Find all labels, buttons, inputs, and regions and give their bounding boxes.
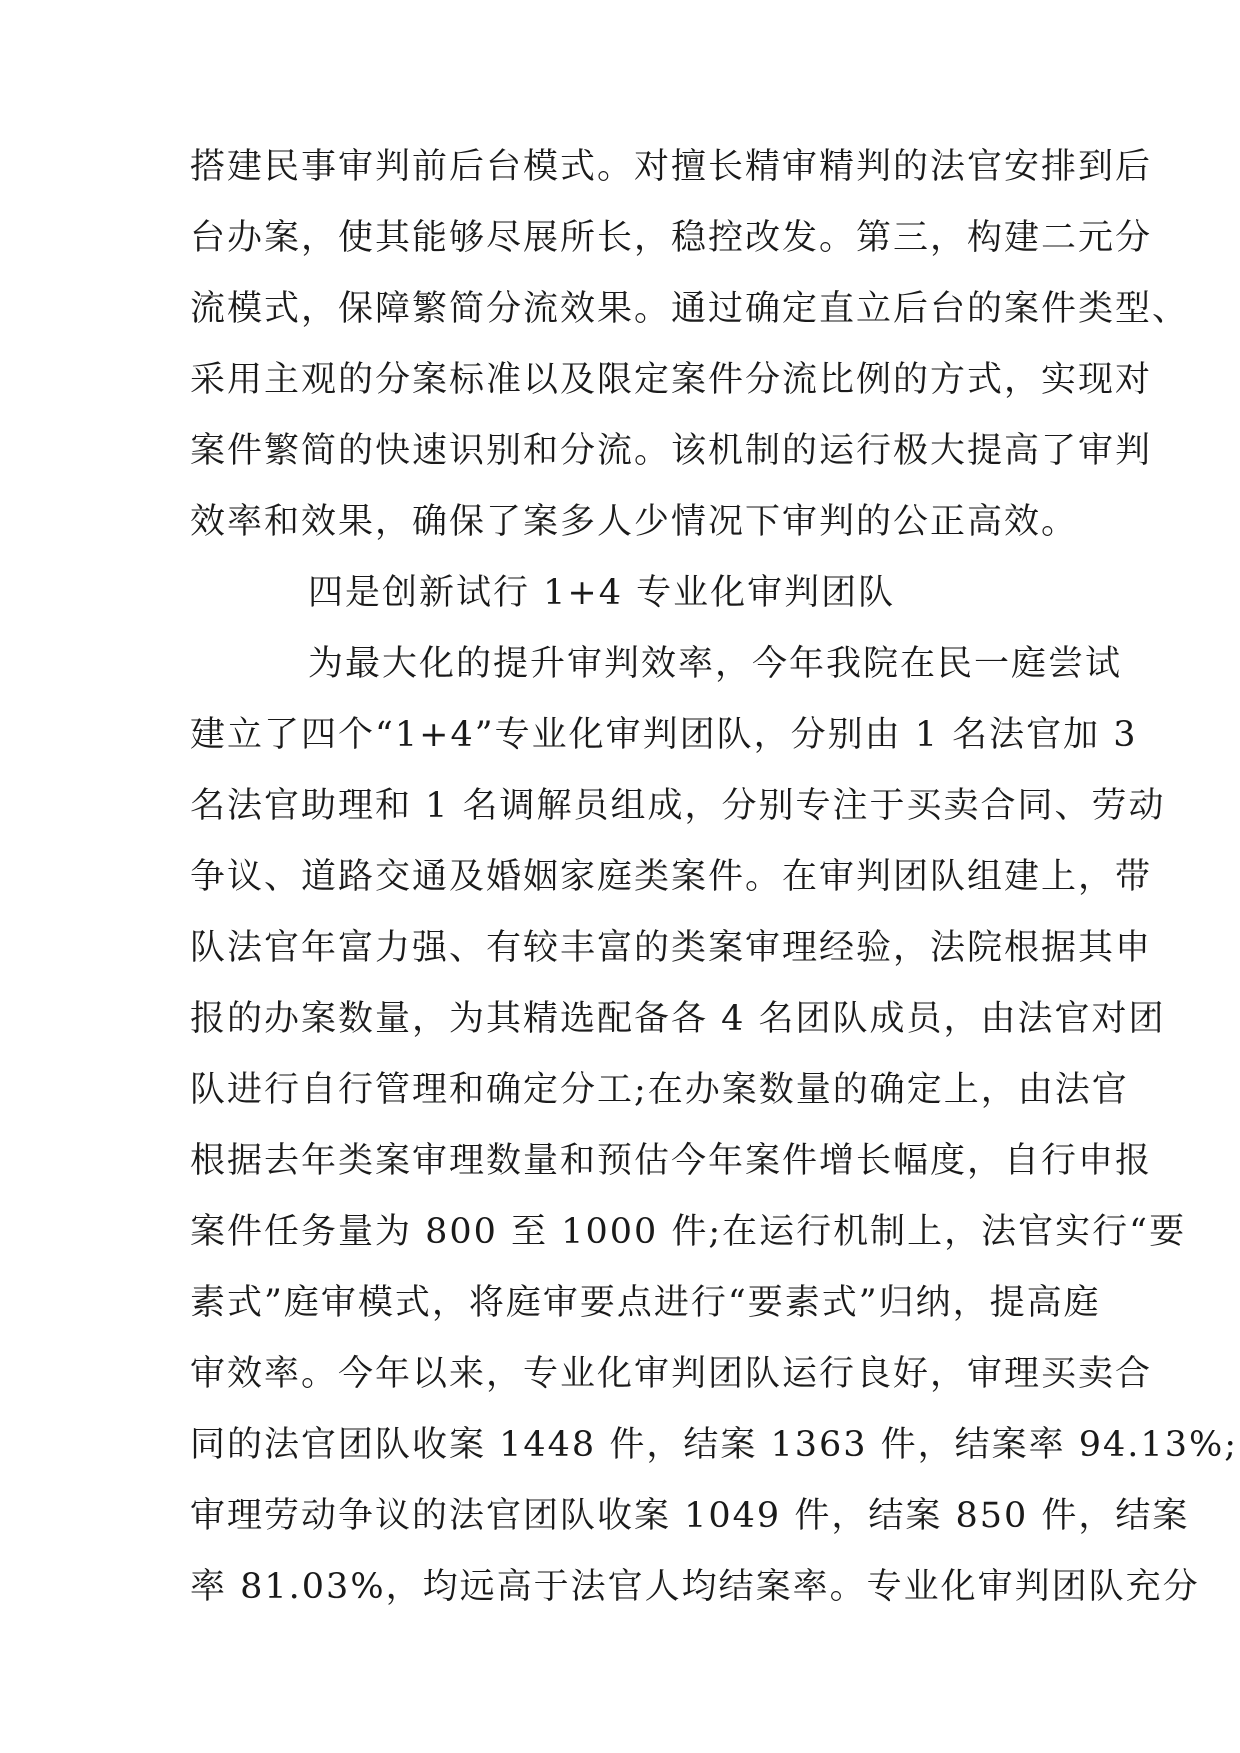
paragraph-line: 根据去年类案审理数量和预估今年案件增长幅度，自行申报 [190,1141,1153,1181]
paragraph-line: 流模式，保障繁简分流效果。通过确定直立后台的案件类型、 [190,289,1190,329]
paragraph-line: 同的法官团队收案 1448 件，结案 1363 件，结案率 94.13%; [190,1425,1239,1465]
paragraph-line: 为最大化的提升审判效率，今年我院在民一庭尝试 [308,644,1123,684]
paragraph-line: 名法官助理和 1 名调解员组成，分别专注于买卖合同、劳动 [190,786,1166,826]
paragraph-line: 率 81.03%，均远高于法官人均结案率。专业化审判团队充分 [190,1567,1200,1607]
paragraph-line: 审理劳动争议的法官团队收案 1049 件，结案 850 件，结案 [190,1496,1190,1536]
paragraph-line: 案件任务量为 800 至 1000 件;在运行机制上，法官实行“要 [190,1212,1187,1252]
paragraph-line: 报的办案数量，为其精选配备各 4 名团队成员，由法官对团 [190,999,1166,1039]
paragraph-line: 队法官年富力强、有较丰富的类案审理经验，法院根据其申 [190,928,1153,968]
paragraph-line: 素式”庭审模式，将庭审要点进行“要素式”归纳，提高庭 [190,1283,1101,1323]
body-text [190,132,1239,1623]
paragraph-line: 效率和效果，确保了案多人少情况下审判的公正高效。 [190,502,1079,542]
paragraph-line: 搭建民事审判前后台模式。对擅长精审精判的法官安排到后 [190,147,1153,187]
paragraph-line: 案件繁简的快速识别和分流。该机制的运行极大提高了审判 [190,431,1153,471]
section-heading: 四是创新试行 1+4 专业化审判团队 [308,573,896,613]
paragraph-line: 审效率。今年以来，专业化审判团队运行良好，审理买卖合 [190,1354,1153,1394]
paragraph-line: 采用主观的分案标准以及限定案件分流比例的方式，实现对 [190,360,1153,400]
paragraph-line: 建立了四个“1+4”专业化审判团队，分别由 1 名法官加 3 [190,715,1138,755]
paragraph-line: 队进行自行管理和确定分工;在办案数量的确定上，由法官 [190,1070,1129,1110]
paragraph-line: 台办案，使其能够尽展所长，稳控改发。第三，构建二元分 [190,218,1153,258]
paragraph-line: 争议、道路交通及婚姻家庭类案件。在审判团队组建上，带 [190,857,1153,897]
